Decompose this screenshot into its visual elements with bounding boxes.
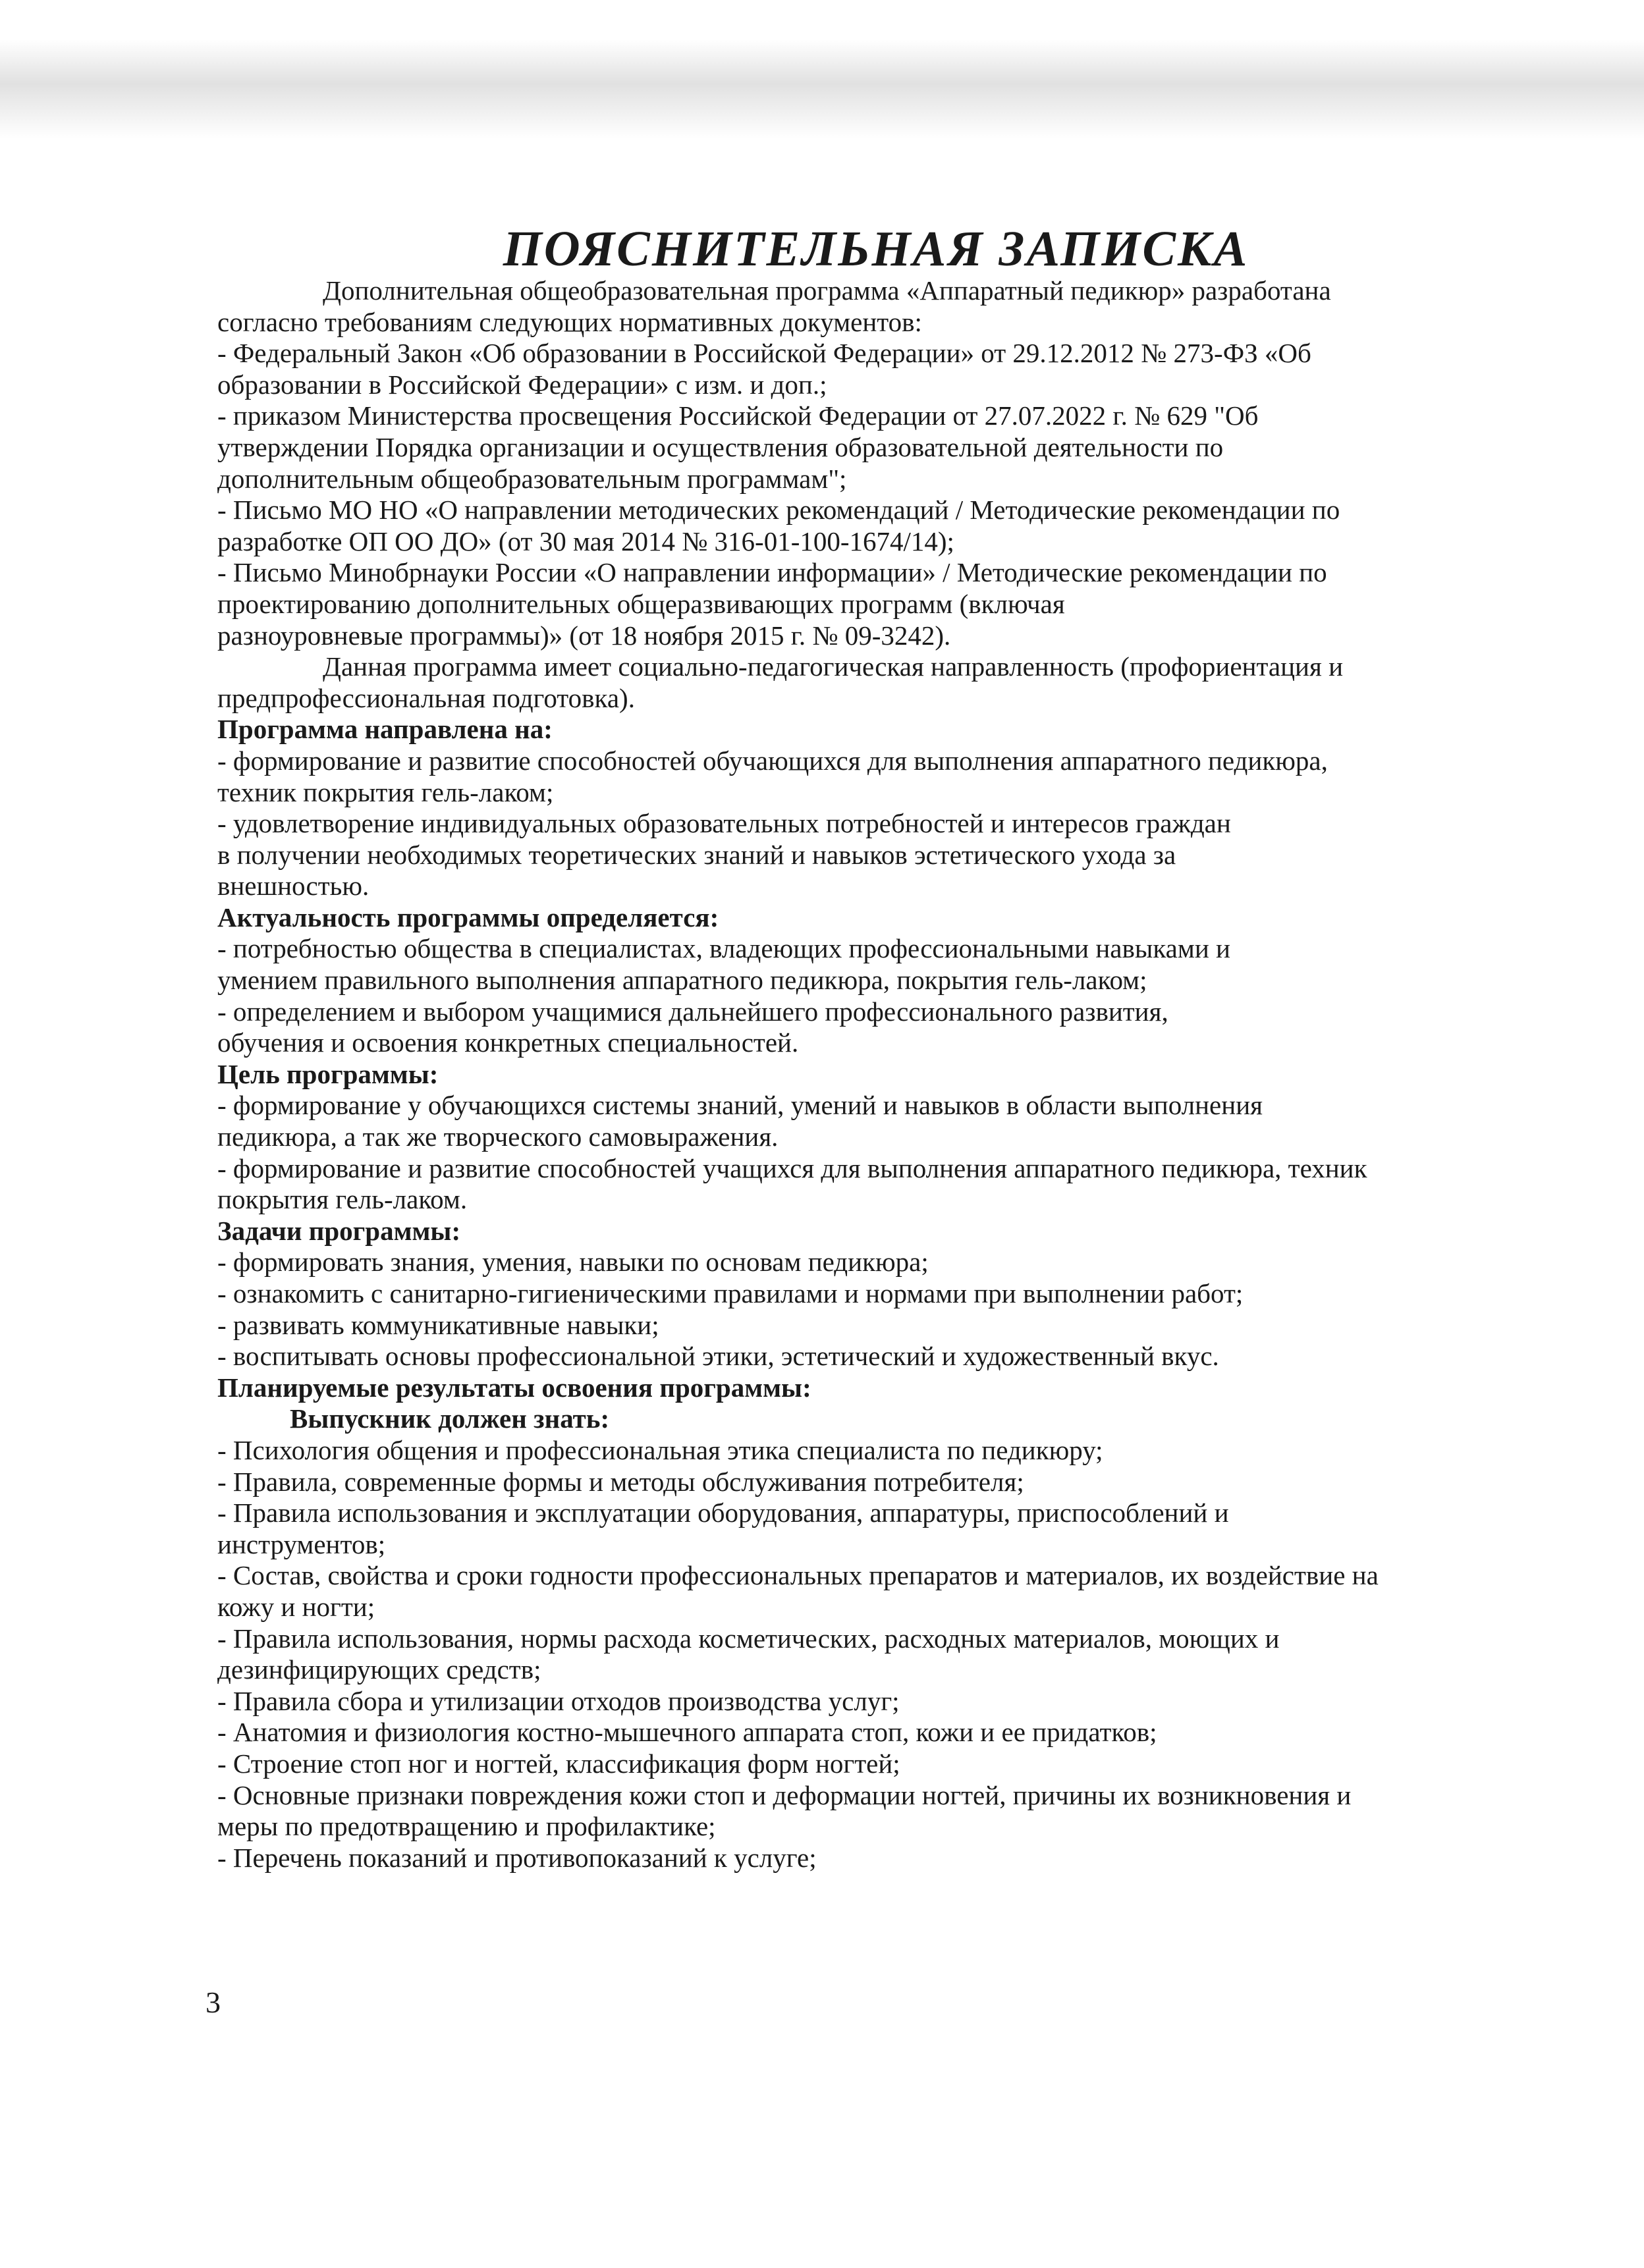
list-item-continuation: внешностью. [217,871,370,902]
list-item-continuation: инструментов; [217,1528,386,1559]
list-item: - формирование и развитие способностей обучающихся для выполнения аппаратного педикюра, [217,745,1328,776]
list-item-continuation: меры по предотвращению и профилактике; [217,1811,716,1842]
list-item-continuation: проектированию дополнительных общеразвивающих программ (включая [217,588,1065,619]
list-item: - развивать коммуникативные навыки; [217,1309,659,1340]
list-item: - воспитывать основы профессиональной этики, эстетический и художественный вкус. [217,1341,1219,1372]
list-item-continuation: утверждении Порядка организации и осуществления образовательной деятельности по [217,431,1224,462]
list-item-continuation: дезинфицирующих средств; [217,1654,541,1685]
list-item: - Письмо Минобрнауки России «О направлении информации» / Методические рекомендации по [217,557,1327,588]
list-item: - определением и выбором учащимися дальнейшего профессионального развития, [217,996,1168,1027]
list-item: - формировать знания, умения, навыки по основам педикюра; [217,1247,929,1278]
list-item: - Правила использования, нормы расхода косметических, расходных материалов, моющих и [217,1623,1280,1654]
paragraph-line: Данная программа имеет социально-педагогическая направленность (профориентация и [323,651,1344,682]
paragraph-line: согласно требованиям следующих нормативных документов: [217,306,922,337]
list-item: - Психология общения и профессиональная этика специалиста по педикюру; [217,1434,1103,1465]
list-item: - Анатомия и физиология костно-мышечного аппарата стоп, кожи и ее придатков; [217,1717,1157,1748]
list-item: - Основные признаки повреждения кожи стоп и деформации ногтей, причины их возникновения и [217,1779,1352,1810]
list-item-continuation: в получении необходимых теоретических знаний и навыков эстетического ухода за [217,839,1176,870]
section-heading: Планируемые результаты освоения программы: [217,1372,811,1403]
paragraph-line: предпрофессиональная подготовка). [217,682,635,713]
section-heading: Цель программы: [217,1058,439,1089]
list-item: - Правила сбора и утилизации отходов производства услуг; [217,1685,900,1716]
list-item-continuation: умением правильного выполнения аппаратного педикюра, покрытия гель-лаком; [217,965,1147,996]
list-item-continuation: кожу и ногти; [217,1591,375,1622]
list-item: - потребностью общества в специалистах, владеющих профессиональными навыками и [217,933,1230,964]
section-heading: Программа направлена на: [217,714,553,745]
paragraph-line: Дополнительная общеобразовательная программа «Аппаратный педикюр» разработана [323,275,1331,306]
list-item: - удовлетворение индивидуальных образовательных потребностей и интересов граждан [217,808,1231,839]
list-item-continuation: разноуровневые программы)» (от 18 ноября 2015 г. № 09-3242). [217,620,951,651]
list-item-continuation: образовании в Российской Федерации» с изм. и доп.; [217,369,827,400]
section-heading: Задачи программы: [217,1215,461,1246]
document-title: ПОЯСНИТЕЛЬНАЯ ЗАПИСКА [503,221,1249,277]
list-item: - формирование и развитие способностей учащихся для выполнения аппаратного педикюра, техник [217,1152,1367,1183]
document-body [217,275,1469,1874]
list-item-continuation: дополнительным общеобразовательным программам"; [217,463,847,494]
page-number: 3 [206,1985,221,2019]
list-item: - Правила, современные формы и методы обслуживания потребителя; [217,1466,1024,1497]
list-item: - приказом Министерства просвещения Российской Федерации от 27.07.2022 г. № 629 "Об [217,400,1259,431]
list-item-continuation: покрытия гель-лаком. [217,1184,468,1215]
list-item-continuation: разработке ОП ОО ДО» (от 30 мая 2014 № 316-01-100-1674/14); [217,526,954,556]
list-item: - Письмо МО НО «О направлении методических рекомендаций / Методические рекомендации по [217,495,1340,526]
section-heading: Актуальность программы определяется: [217,902,719,932]
list-item: - ознакомить с санитарно-гигиеническими правилами и нормами при выполнении работ; [217,1278,1244,1309]
subsection-heading: Выпускник должен знать: [290,1403,610,1434]
list-item-continuation: обучения и освоения конкретных специальностей. [217,1027,799,1058]
list-item: - формирование у обучающихся системы знаний, умений и навыков в области выполнения [217,1090,1263,1121]
list-item: - Перечень показаний и противопоказаний к услуге; [217,1842,817,1873]
list-item: - Состав, свойства и сроки годности профессиональных препаратов и материалов, их воздействие на [217,1560,1379,1591]
list-item-continuation: техник покрытия гель-лаком; [217,776,554,807]
list-item-continuation: педикюра, а так же творческого самовыражения. [217,1121,779,1152]
list-item: - Строение стоп ног и ногтей, классификация форм ногтей; [217,1748,900,1779]
list-item: - Правила использования и эксплуатации оборудования, аппаратуры, приспособлений и [217,1498,1229,1528]
list-item: - Федеральный Закон «Об образовании в Российской Федерации» от 29.12.2012 № 273-ФЗ «Об [217,338,1311,369]
